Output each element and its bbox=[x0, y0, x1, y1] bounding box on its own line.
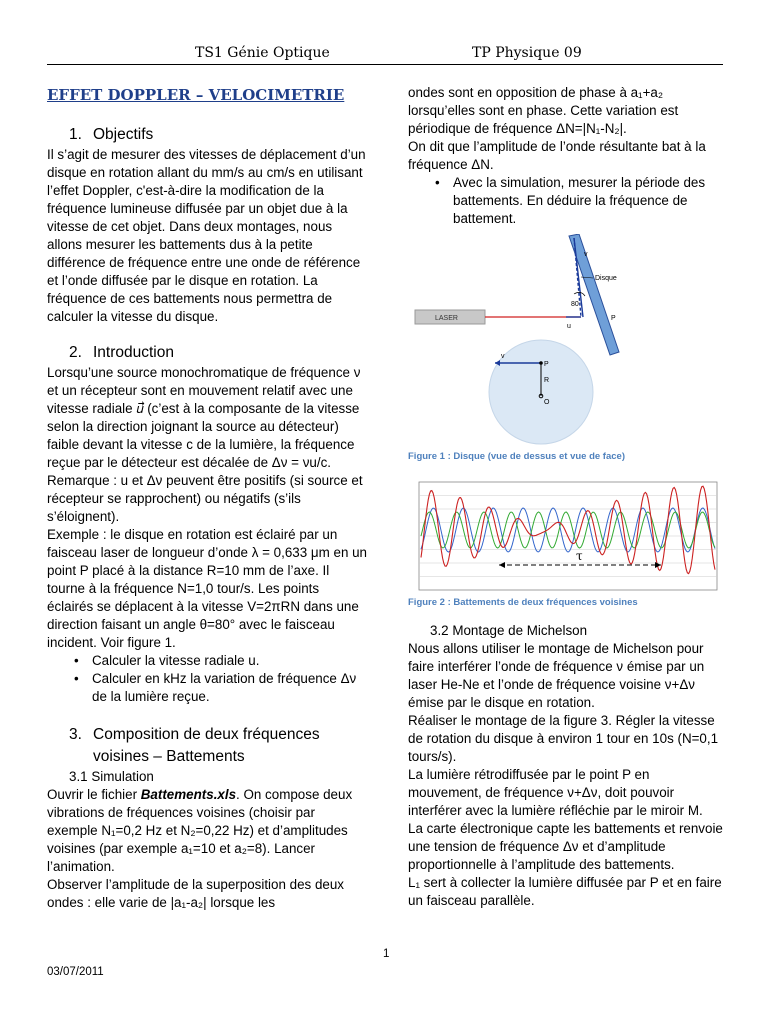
list-item: • Calculer en kHz la variation de fréquence Δν de la lumière reçue. bbox=[92, 670, 367, 706]
disque-label: Disque bbox=[595, 275, 617, 282]
file-name: Battements.xls bbox=[140, 787, 237, 802]
point-p bbox=[539, 361, 543, 365]
right-bullets bbox=[408, 174, 726, 228]
list-item: • Calculer la vitesse radiale u. bbox=[92, 652, 367, 670]
section1-body: Il s’agit de mesurer des vitesses de déplacement d’un disque en rotation allant du mm/s au cm/s en utilisant l’effet Doppler, c'est-à-dire la modification de la fréquence lumineuse diffusée par un objet due à la vitesse de cet objet. Dans deux montages, nous allons mesurer les battements dus à la petite différence de fréquence entre une onde de référence et l’onde diffusée par le disque en rotation. La fréquence de ces battements nous permettra de calculer la vitesse du disque. bbox=[47, 147, 366, 324]
footer-date: 03/07/2011 bbox=[47, 966, 104, 978]
r-label: R bbox=[544, 377, 550, 384]
section1-heading: 1. Objectifs bbox=[69, 126, 154, 143]
figure-2-beats bbox=[411, 480, 719, 592]
section2-para3: Exemple : le disque en rotation est éclairé par un faisceau laser de longueur d’onde λ = 0,633 μm en un point P placé à la distance R=10 mm de l’axe. Il tourne à la fréquence N=1,0 tour/s. Les points éclairés se déplacent à la vitesse V=2πRN dans une direction faisant un angle θ=80° avec le faisceau incident. Voir figure 1. bbox=[47, 527, 368, 650]
figure-2-caption: Figure 2 : Battements de deux fréquences voisines bbox=[408, 597, 638, 608]
u-label: u bbox=[567, 323, 571, 330]
laser-label: LASER bbox=[435, 315, 458, 322]
right-para7: L₁ sert à collecter la lumière diffusée par P et en faire un faisceau parallèle. bbox=[408, 875, 722, 908]
p-label-top: P bbox=[611, 315, 616, 322]
disk-diagram bbox=[411, 234, 641, 446]
header-rule bbox=[47, 64, 723, 65]
right-para5: La lumière rétrodiffusée par le point P en mouvement, de fréquence ν+Δν, doit pouvoir interférer avec la lumière réfléchie par le miroir M. bbox=[408, 767, 703, 818]
section2-para2: Remarque : u et Δν peuvent être positifs (si source et récepteur se rapprochent) ou négatifs (s’ils s’éloignent). bbox=[47, 473, 363, 524]
right-para3: Nous allons utiliser le montage de Michelson pour faire interférer l’onde de fréquence ν émise par un laser He-Ne et l’onde de fréquence voisine ν+Δν émise par le disque en rotation. bbox=[408, 641, 705, 710]
header-right: TP Physique 09 bbox=[472, 45, 582, 61]
figure-1-disk bbox=[411, 234, 641, 446]
v-label-front: v bbox=[501, 353, 505, 360]
beats-plot bbox=[411, 480, 719, 592]
section2-heading: 2. Introduction bbox=[69, 344, 174, 361]
tau-label: τ bbox=[576, 549, 583, 563]
section2-para1: Lorsqu’une source monochromatique de fréquence ν et un récepteur sont en mouvement relatif avec une vitesse radiale 𝑢⃗ (c’est à la composante de la vitesse selon la direction joignant la source au détecteur) faible devant la vitesse c de la lumière, la fréquence reçue par le détecteur est décalée de Δν = νu/c. bbox=[47, 365, 361, 470]
section3-para2: Observer l’amplitude de la superposition des deux ondes : elle varie de |a₁-a₂| lorsque les bbox=[47, 877, 344, 910]
angle-label: 80 bbox=[571, 301, 579, 308]
left-column bbox=[47, 86, 367, 912]
section3-heading: 3. Composition de deux fréquences voisines – Battements bbox=[69, 726, 320, 765]
list-item: • Avec la simulation, mesurer la période des battements. En déduire la fréquence de battement. bbox=[453, 174, 726, 228]
figure-1-caption: Figure 1 : Disque (vue de dessus et vue de face) bbox=[408, 451, 625, 462]
right-para4: Réaliser le montage de la figure 3. Régler la vitesse de rotation du disque à environ 1 tour en 10s (N=0,1 tours/s). bbox=[408, 713, 719, 764]
section3-para1: Ouvrir le fichier Battements.xls. On compose deux vibrations de fréquences voisines (choisir par exemple N₁=0,2 Hz et N₂=0,22 Hz) et d’amplitudes voisines (par exemple a₁=10 et a₂=8). Lancer l’animation. bbox=[47, 787, 353, 874]
page-number: 1 bbox=[383, 948, 390, 960]
p-label-front: P bbox=[544, 361, 549, 368]
right-para2: On dit que l’amplitude de l’onde résultante bat à la fréquence ΔN. bbox=[408, 139, 706, 172]
header-left: TS1 Génie Optique bbox=[195, 45, 330, 61]
right-column bbox=[408, 84, 726, 910]
o-label: O bbox=[544, 399, 550, 406]
right-para1: ondes sont en opposition de phase à a₁+a₂ lorsqu’elles sont en phase. Cette variation est périodique de fréquence ΔN=|N₁-N₂|. bbox=[408, 85, 679, 136]
section2-bullets bbox=[47, 652, 367, 706]
document-title: EFFET DOPPLER – VELOCIMETRIE bbox=[47, 86, 345, 104]
subsection-3-2: 3.2 Montage de Michelson bbox=[430, 623, 588, 638]
subsection-3-1: 3.1 Simulation bbox=[69, 769, 154, 784]
v-label-top: v bbox=[584, 251, 588, 258]
right-para6: La carte électronique capte les battements et renvoie une tension de fréquence Δν et d’amplitude proportionnelle à l’amplitude des battements. bbox=[408, 821, 723, 872]
